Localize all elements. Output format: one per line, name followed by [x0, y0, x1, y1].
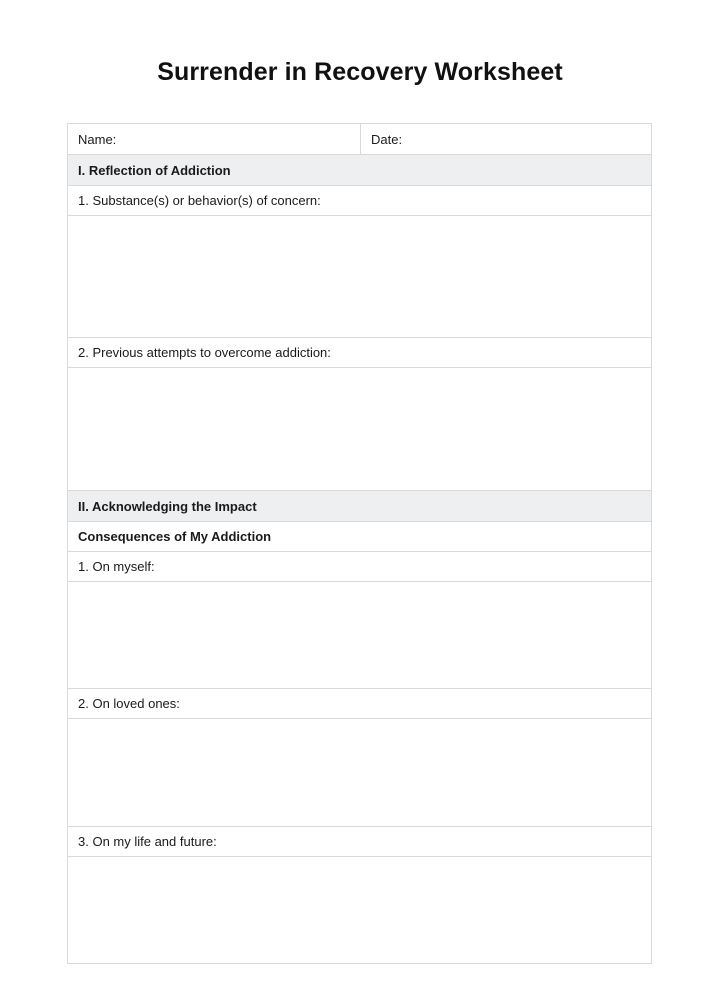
- section-heading-reflection: I. Reflection of Addiction: [68, 155, 651, 186]
- question-substances-label: 1. Substance(s) or behavior(s) of concern:: [68, 186, 651, 216]
- worksheet-form: [67, 123, 652, 964]
- name-label: Name:: [78, 131, 117, 147]
- header-row: [68, 124, 651, 155]
- question-life-future-label: 3. On my life and future:: [68, 827, 651, 857]
- subheading-consequences: Consequences of My Addiction: [68, 522, 651, 552]
- answer-life-future-area[interactable]: [68, 857, 651, 963]
- question-previous-attempts-label: 2. Previous attempts to overcome addiction:: [68, 338, 651, 368]
- page-title: Surrender in Recovery Worksheet: [157, 58, 563, 86]
- section-heading-impact: II. Acknowledging the Impact: [68, 491, 651, 522]
- date-label: Date:: [371, 131, 403, 147]
- answer-loved-ones-area[interactable]: [68, 719, 651, 827]
- answer-substances-area[interactable]: [68, 216, 651, 338]
- name-field[interactable]: [68, 124, 361, 154]
- answer-previous-attempts-area[interactable]: [68, 368, 651, 491]
- date-field[interactable]: [361, 124, 651, 154]
- question-on-myself-label: 1. On myself:: [68, 552, 651, 582]
- question-loved-ones-label: 2. On loved ones:: [68, 689, 651, 719]
- answer-on-myself-area[interactable]: [68, 582, 651, 689]
